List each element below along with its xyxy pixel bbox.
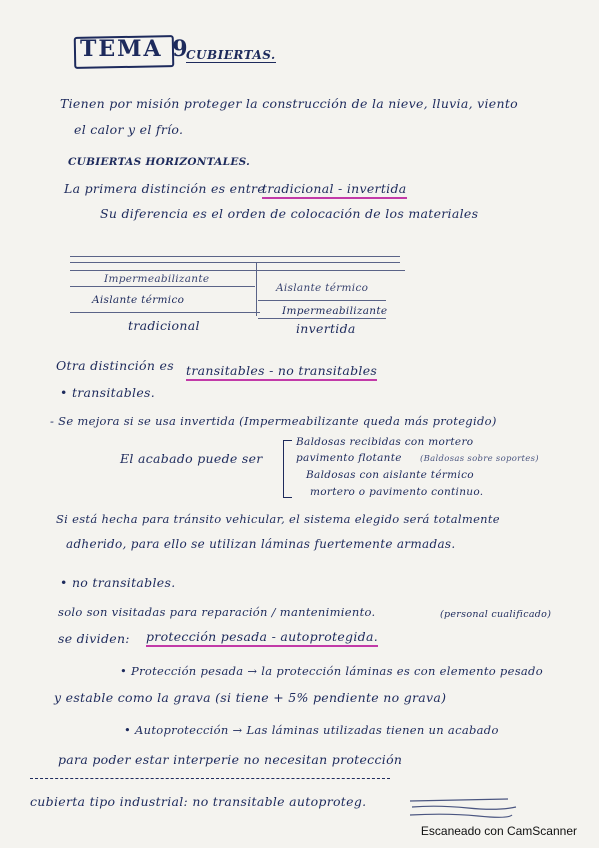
text-line: Si está hecha para tránsito vehicular, el sistema elegido será totalmente (56, 512, 500, 526)
page-title: TEMA 9 (80, 36, 190, 62)
text-line: se dividen: (58, 631, 130, 646)
text-line: El acabado puede ser (120, 451, 263, 466)
bullet-heading: • no transitables. (60, 575, 176, 590)
highlight-text: transitables - no transitables (186, 363, 377, 381)
diagram-line (258, 300, 386, 301)
list-item: Baldosas con aislante térmico (306, 469, 474, 481)
diagram-caption: tradicional (128, 318, 200, 333)
page-subtitle: CUBIERTAS. (186, 48, 276, 62)
diagram-divider (256, 262, 257, 316)
diagram-line (258, 318, 386, 319)
text-line: Otra distinción es (56, 358, 174, 373)
brace-icon (283, 440, 292, 498)
text-line: solo son visitadas para reparación / mantenimiento. (58, 605, 376, 619)
list-item: pavimento flotante (296, 452, 402, 464)
diagram-line (70, 262, 400, 263)
camscanner-watermark: Escaneado con CamScanner (420, 824, 577, 838)
scribble-mark (408, 795, 518, 821)
text-line: y estable como la grava (si tiene + 5% pendiente no grava) (54, 690, 447, 705)
diagram-line (70, 286, 255, 287)
highlight-text: protección pesada - autoprotegida. (146, 629, 378, 647)
diagram-line (70, 312, 260, 313)
text-line: Tienen por misión proteger la construcción de la nieve, lluvia, viento (60, 96, 518, 111)
text-line: - Se mejora si se usa invertida (Impermeabilizante queda más protegido) (50, 414, 497, 428)
section-heading: CUBIERTAS HORIZONTALES. (68, 156, 251, 168)
list-item: Baldosas recibidas con mortero (296, 436, 474, 448)
diagram-label: Impermeabilizante (282, 305, 388, 317)
text-line: el calor y el frío. (74, 122, 184, 137)
list-item: mortero o pavimento continuo. (310, 486, 484, 498)
text-line: Su diferencia es el orden de colocación de los materiales (100, 206, 479, 221)
diagram-line (70, 270, 405, 271)
text-line: • Autoprotección → Las láminas utilizadas tienen un acabado (124, 723, 499, 737)
diagram-label: Aislante térmico (276, 282, 369, 294)
text-line: adherido, para ello se utilizan láminas fuertemente armadas. (66, 537, 456, 551)
text-note: (personal cualificado) (440, 609, 552, 620)
bullet-heading: • transitables. (60, 385, 156, 400)
text-line: cubierta tipo industrial: no transitable autoproteg. (30, 794, 367, 809)
text-line: La primera distinción es entre (64, 181, 266, 196)
diagram-caption: invertida (296, 321, 356, 336)
separator-line (30, 778, 390, 779)
text-line: • Protección pesada → la protección láminas es con elemento pesado (120, 664, 543, 678)
list-item-note: (Baldosas sobre soportes) (420, 454, 539, 464)
highlight-text: tradicional - invertida (262, 181, 407, 199)
diagram-line (70, 256, 400, 257)
text-line: para poder estar interperie no necesitan protección (58, 752, 403, 767)
diagram-label: Aislante térmico (92, 294, 185, 306)
diagram-label: Impermeabilizante (104, 273, 210, 285)
